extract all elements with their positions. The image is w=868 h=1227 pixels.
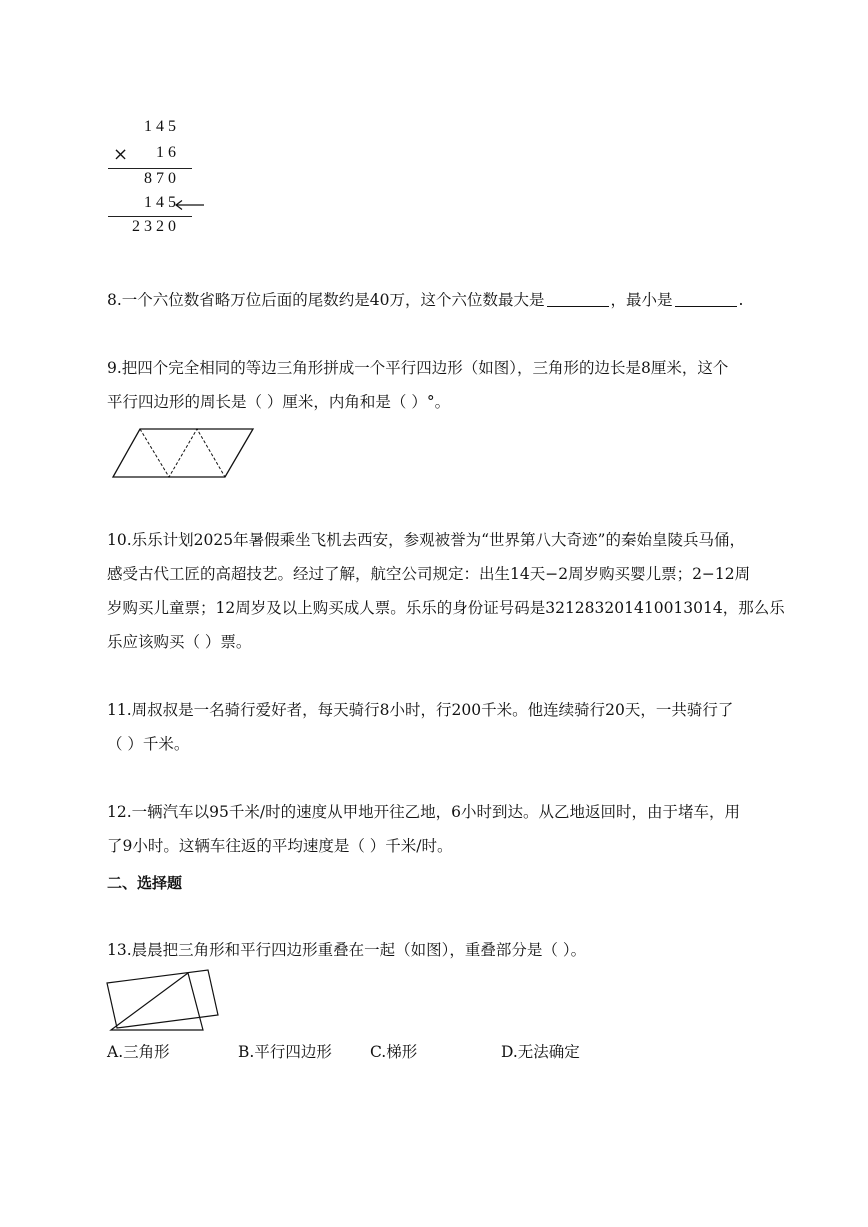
rule-line (108, 168, 192, 169)
question-12-line1: 12.一辆汽车以95千米/时的速度从甲地开往乙地，6小时到达。从乙地返回时，由于堵车，用 (107, 803, 740, 821)
multiplicand: 145 (144, 118, 180, 135)
option-d[interactable]: D.无法确定 (501, 1043, 580, 1061)
question-9-line2: 平行四边形的周长是（ ）厘米，内角和是（ ）°。 (107, 393, 451, 411)
question-11-line1: 11.周叔叔是一名骑行爱好者，每天骑行8小时，行200千米。他连续骑行20天，一共骑行了 (107, 701, 734, 719)
answer-blank-min[interactable] (675, 290, 737, 307)
question-8-end: . (738, 291, 744, 309)
question-12-line2: 了9小时。这辆车往返的平均速度是（ ）千米/时。 (107, 837, 453, 855)
option-c[interactable]: C.梯形 (370, 1043, 418, 1061)
multiplier: 16 (156, 144, 180, 161)
left-arrow-icon (174, 199, 214, 211)
rule-line (108, 216, 192, 217)
question-10-line4: 乐应该购买（ ）票。 (107, 633, 252, 651)
partial-product-1: 870 (144, 170, 180, 187)
answer-blank-max[interactable] (547, 290, 609, 307)
option-a[interactable]: A.三角形 (107, 1043, 170, 1061)
question-11-line2: （ ）千米。 (107, 735, 190, 753)
question-9-line1: 9.把四个完全相同的等边三角形拼成一个平行四边形（如图），三角形的边长是8厘米，这个 (107, 359, 729, 377)
section-heading-choice: 二、选择题 (107, 874, 183, 892)
final-product: 2320 (132, 218, 180, 235)
option-b[interactable]: B.平行四边形 (238, 1043, 332, 1061)
question-10-line2: 感受古代工匠的高超技艺。经过了解，航空公司规定：出生14天−2周岁购买婴儿票；2−12周 (107, 565, 751, 583)
question-10-line1: 10.乐乐计划2025年暑假乘坐飞机去西安，参观被誉为“世界第八大奇迹”的秦始皇陵兵马俑， (107, 531, 745, 549)
multiply-sign: × (113, 144, 129, 165)
question-10-line3: 岁购买儿童票；12周岁及以上购买成人票。乐乐的身份证号码是321283201410013014，那么乐 (107, 599, 785, 617)
question-8-mid: ，最小是 (610, 291, 673, 309)
question-8 (107, 290, 743, 310)
question-13-text: 13.晨晨把三角形和平行四边形重叠在一起（如图），重叠部分是（ ）。 (107, 941, 587, 959)
partial-product-2: 145 (144, 194, 180, 211)
overlap-triangle-parallelogram-figure (106, 970, 221, 1032)
parallelogram-triangles-figure (112, 428, 262, 480)
question-8-text: 8.一个六位数省略万位后面的尾数约是40万，这个六位数最大是 (107, 291, 545, 309)
